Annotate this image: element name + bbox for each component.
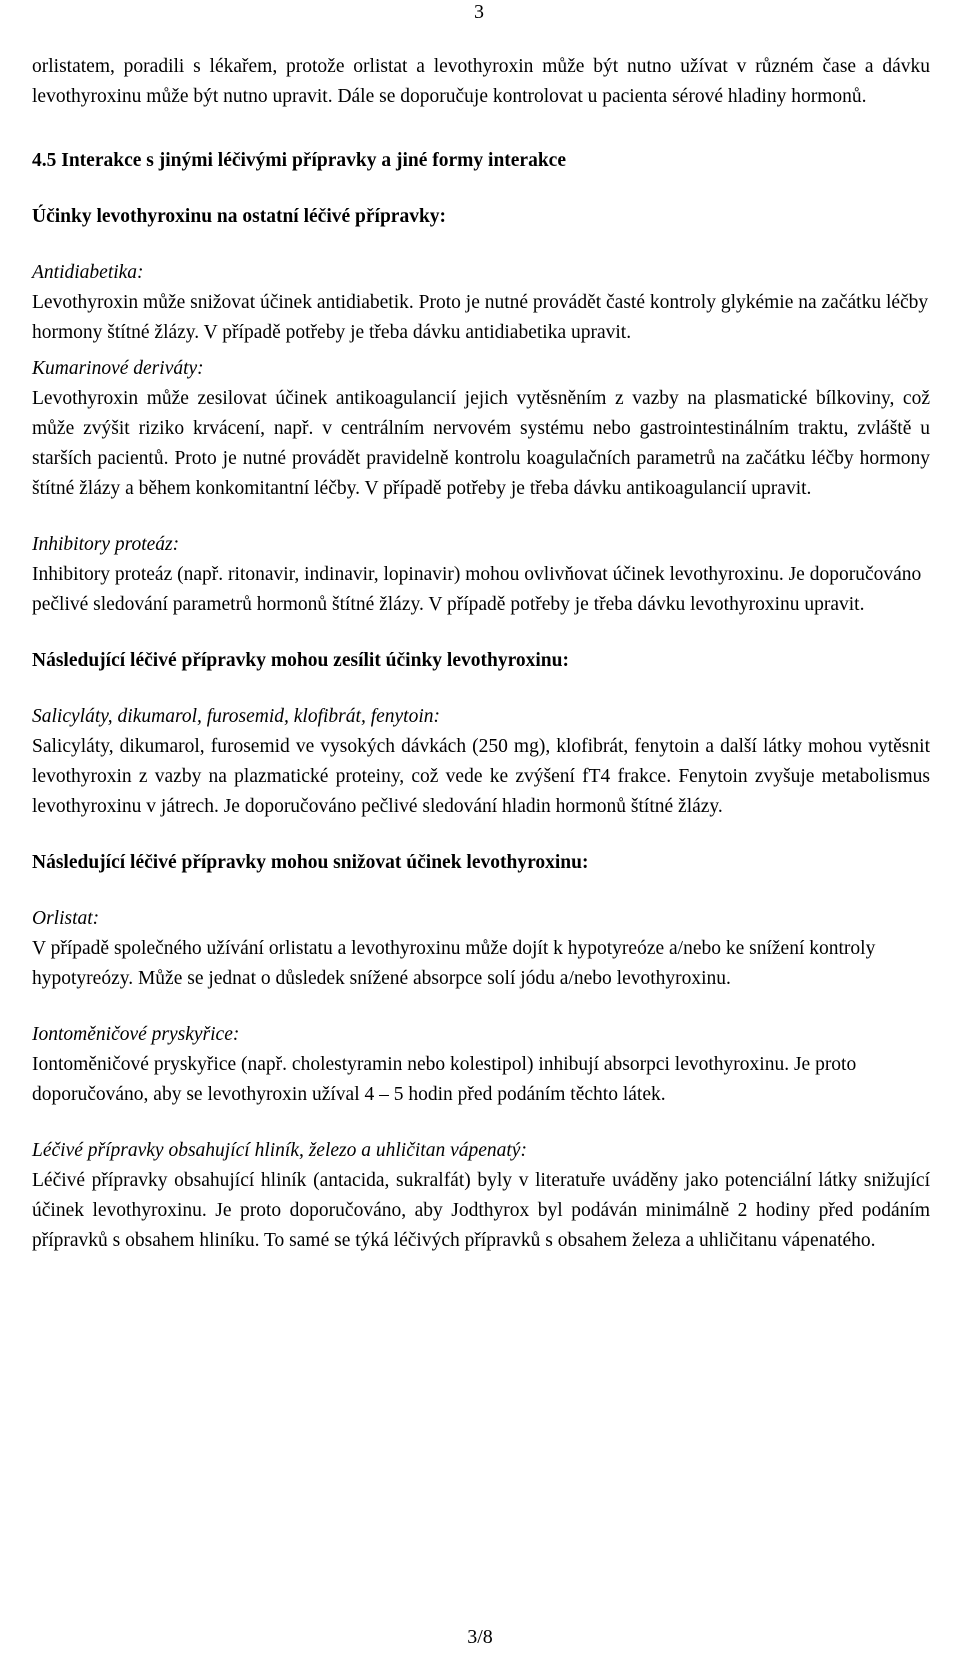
- page-footer-number: 3/8: [467, 1626, 493, 1648]
- document-body: [32, 52, 930, 1256]
- item-label-kumarinove-derivaty: Kumarinové deriváty:: [32, 358, 204, 379]
- item-text-inhibitory-proteaz: Inhibitory proteáz (např. ritonavir, indinavir, lopinavir) mohou ovlivňovat účinek levothyroxinu. Je doporučováno pečlivé sledování parametrů hormonů štítné žlázy. V případě potřeby je třeba dávku levothyroxinu upravit.: [32, 564, 922, 615]
- item-label-hlinik-zelezo: Léčivé přípravky obsahující hliník, železo a uhličitan vápenatý:: [32, 1140, 527, 1161]
- subsection-title-effects-on-other-drugs: Účinky levothyroxinu na ostatní léčivé přípravky:: [32, 206, 447, 227]
- item-text-kumarinove-derivaty: Levothyroxin může zesilovat účinek antikoagulancií jejich vytěsněním z vazby na plasmatické bílkoviny, což může zvýšit riziko krvácení, např. v centrálním nervovém systému nebo gastrointestinálním traktu, zvláště u starších pacientů. Proto je nutné provádět pravidelně kontrolu koagulačních parametrů na začátku léčby hormony štítné žlázy a během konkomitantní léčby. V případě potřeby je třeba dávku antikoagulancií upravit.: [32, 388, 930, 499]
- item-text-iontomenicove-pryskyrice: Iontoměničové pryskyřice (např. cholestyramin nebo kolestipol) inhibují absorpci levothyroxinu. Je proto doporučováno, aby se levothyroxin užíval 4 – 5 hodin před podáním těchto látek.: [32, 1054, 857, 1105]
- item-label-orlistat: Orlistat:: [32, 908, 100, 929]
- subsection-title-decrease-effects: Následující léčivé přípravky mohou snižovat účinek levothyroxinu:: [32, 852, 589, 873]
- item-label-iontomenicove-pryskyrice: Iontoměničové pryskyřice:: [32, 1024, 240, 1045]
- subsection-title-increase-effects: Následující léčivé přípravky mohou zesílit účinky levothyroxinu:: [32, 650, 569, 671]
- item-text-salicylaty: Salicyláty, dikumarol, furosemid ve vysokých dávkách (250 mg), klofibrát, fenytoin a další látky mohou vytěsnit levothyroxin z vazby na plazmatické proteiny, což vede ke zvýšení fT4 frakce. Fenytoin zvyšuje metabolismus levothyroxinu v játrech. Je doporučováno pečlivé sledování hladin hormonů štítné žlázy.: [32, 736, 930, 817]
- section-heading: 4.5 Interakce s jinými léčivými přípravky a jiné formy interakce: [32, 150, 566, 171]
- item-label-salicylaty: Salicyláty, dikumarol, furosemid, klofibrát, fenytoin:: [32, 706, 440, 727]
- item-label-antidiabetika: Antidiabetika:: [32, 262, 144, 283]
- page-number-top: 3: [474, 1, 484, 23]
- item-text-orlistat: V případě společného užívání orlistatu a levothyroxinu může dojít k hypotyreóze a/nebo ke snížení kontroly hypotyreózy. Může se jednat o důsledek snížené absorpce solí jódu a/nebo levothyroxinu.: [32, 938, 876, 989]
- item-label-inhibitory-proteaz: Inhibitory proteáz:: [32, 534, 180, 555]
- intro-paragraph: orlistatem, poradili s lékařem, protože orlistat a levothyroxin může být nutno užívat v různém čase a dávku levothyroxinu může být nutno upravit. Dále se doporučuje kontrolovat u pacienta sérové hladiny hormonů.: [32, 56, 930, 107]
- item-text-antidiabetika: Levothyroxin může snižovat účinek antidiabetik. Proto je nutné provádět časté kontroly glykémie na začátku léčby hormony štítné žlázy. V případě potřeby je třeba dávku antidiabetika upravit.: [32, 292, 929, 343]
- item-text-hlinik-zelezo: Léčivé přípravky obsahující hliník (antacida, sukralfát) byly v literatuře uváděny jako potenciální látky snižující účinek levothyroxinu. Je proto doporučováno, aby Jodthyrox byl podáván minimálně 2 hodiny před podáním přípravků s obsahem hliníku. To samé se týká léčivých přípravků s obsahem železa a uhličitanu vápenatého.: [32, 1170, 930, 1251]
